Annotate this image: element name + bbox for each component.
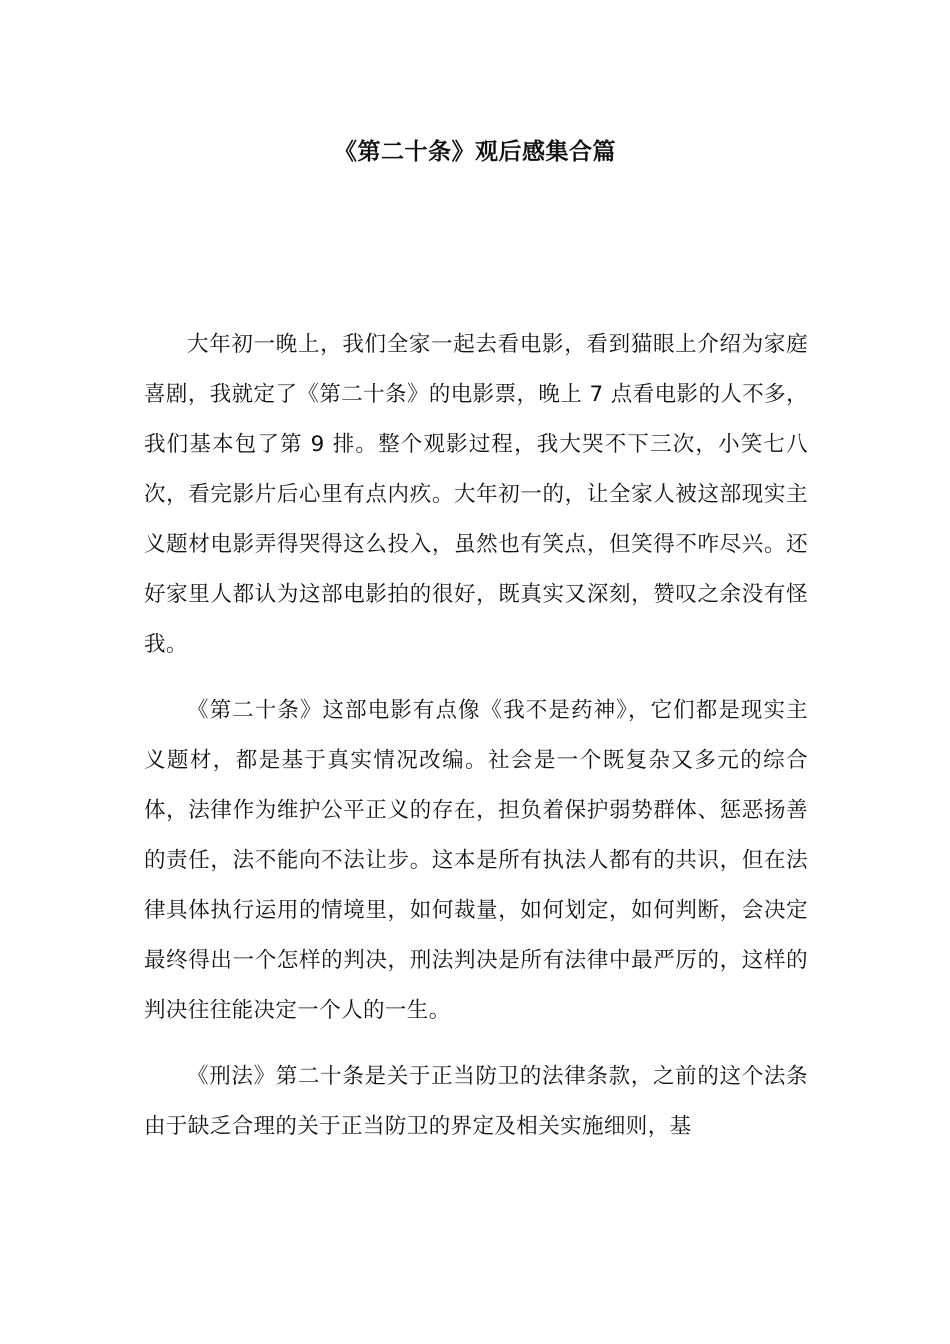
paragraph-1: 大年初一晚上，我们全家一起去看电影，看到猫眼上介绍为家庭喜剧，我就定了《第二十条》的电影票，晚上 7 点看电影的人不多，我们基本包了第 9 排。整个观影过程，我大哭不下三次，小笑七八次，看完影片后心里有点内疚。大年初一的，让全家人被这部现实主义题材电影弄得哭得这么投入，虽然也有笑点，但笑得不咋尽兴。还好家里人都认为这部电影拍的很好，既真实又深刻，赞叹之余没有怪我。 [144,332,808,657]
document-body [144,320,808,1168]
paragraph-2: 《第二十条》这部电影有点像《我不是药神》，它们都是现实主义题材，都是基于真实情况改编。社会是一个既复杂又多元的综合体，法律作为维护公平正义的存在，担负着保护弱势群体、惩恶扬善的责任，法不能向不法让步。这本是所有执法人都有的共识，但在法律具体执行运用的情境里，如何裁量，如何划定，如何判断，会决定最终得出一个怎样的判决，刑法判决是所有法律中最严厉的，这样的判决往往能决定一个人的一生。 [144,698,808,1023]
document-title: 《第二十条》观后感集合篇 [334,139,616,165]
paragraph-3: 《刑法》第二十条是关于正当防卫的法律条款，之前的这个法条由于缺乏合理的关于正当防卫的界定及相关实施细则，基 [144,1064,808,1139]
